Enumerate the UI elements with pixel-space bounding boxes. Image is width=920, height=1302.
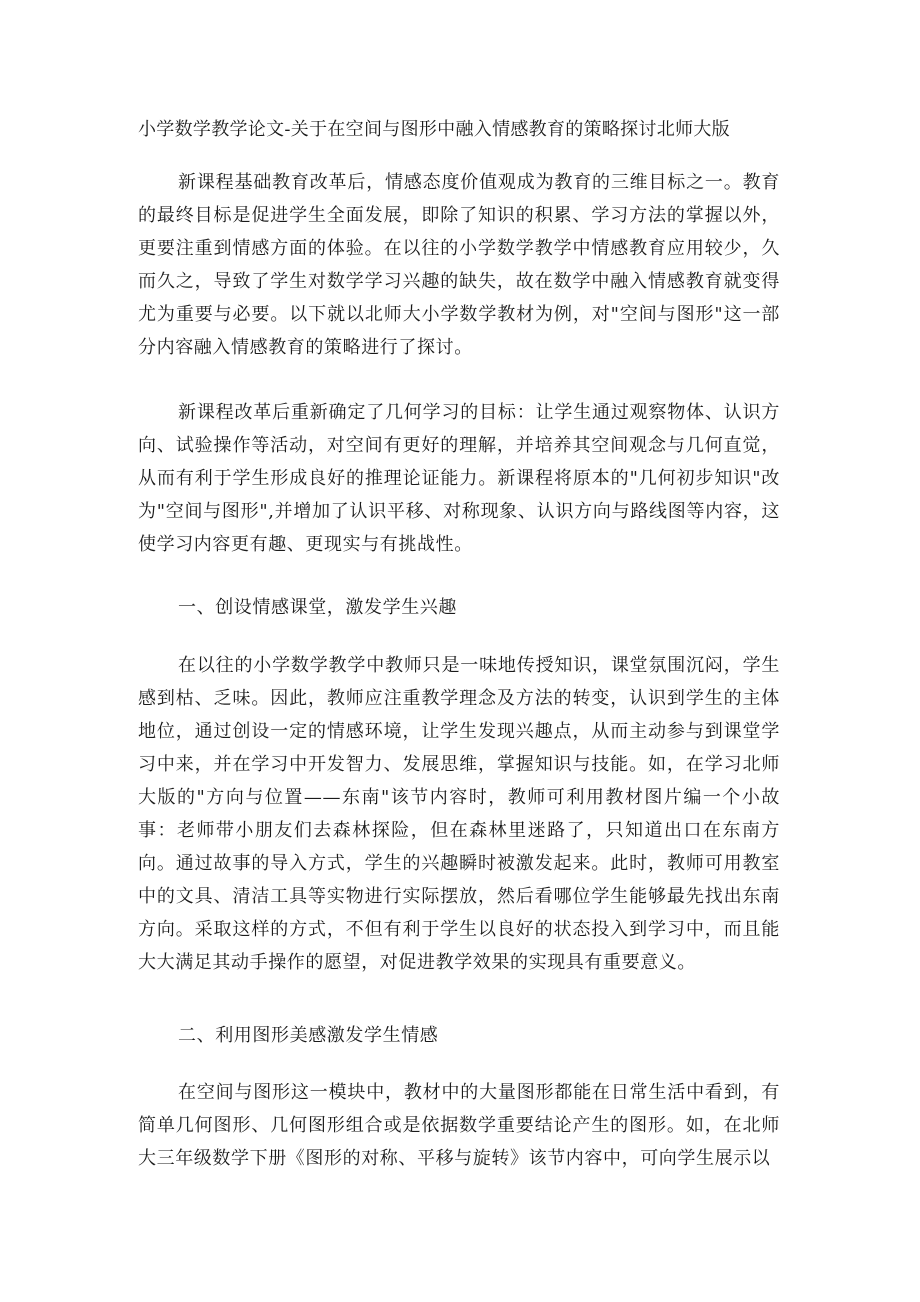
- section-heading-1: 一、创设情感课堂，激发学生兴趣: [178, 597, 457, 618]
- paragraph-intro: 新课程基础教育改革后，情感态度价值观成为教育的三维目标之一。教育的最终目标是促进学生全面发展，即除了知识的积累、学习方法的掌握以外，更要注重到情感方面的体验。在以往的小学数学教学中情感教育应用较少，久而久之，导致了学生对数学学习兴趣的缺失，故在数学中融入情感教育就变得尤为重要与必要。以下就以北师大小学数学教材为例，对"空间与图形"这一部分内容融入情感教育的策略进行了探讨。: [138, 172, 780, 358]
- section-heading-2: 二、利用图形美感激发学生情感: [178, 1025, 439, 1046]
- paragraph-section-1: 在以往的小学数学教学中教师只是一味地传授知识，课堂氛围沉闷，学生感到枯、乏味。因此，教师应注重教学理念及方法的转变，认识到学生的主体地位，通过创设一定的情感环境，让学生发现兴趣点，从而主动参与到课堂学习中来，并在学习中开发智力、发展思维，掌握知识与技能。如，在学习北师大版的"方向与位置——东南"该节内容时，教师可利用教材图片编一个小故事：老师带小朋友们去森林探险，但在森林里迷路了，只知道出口在东南方向。通过故事的导入方式，学生的兴趣瞬时被激发起来。此时，教师可用教室中的文具、清洁工具等实物进行实际摆放，然后看哪位学生能够最先找出东南方向。采取这样的方式，不但有利于学生以良好的状态投入到学习中，而且能大大满足其动手操作的愿望，对促进教学效果的实现具有重要意义。: [138, 655, 780, 973]
- paragraph-section-2: 在空间与图形这一模块中，教材中的大量图形都能在日常生活中看到，有简单几何图形、几何图形组合或是依据数学重要结论产生的图形。如，在北师大三年级数学下册《图形的对称、平移与旋转》该节内容中，可向学生展示以: [138, 1082, 780, 1169]
- document-title: 小学数学教学论文-关于在空间与图形中融入情感教育的策略探讨北师大版: [138, 119, 730, 140]
- paragraph-curriculum: 新课程改革后重新确定了几何学习的目标：让学生通过观察物体、认识方向、试验操作等活动，对空间有更好的理解，并培养其空间观念与几何直觉，从而有利于学生形成良好的推理论证能力。新课程将原本的"几何初步知识"改为"空间与图形",并增加了认识平移、对称现象、认识方向与路线图等内容，这使学习内容更有趣、更现实与有挑战性。: [138, 402, 780, 555]
